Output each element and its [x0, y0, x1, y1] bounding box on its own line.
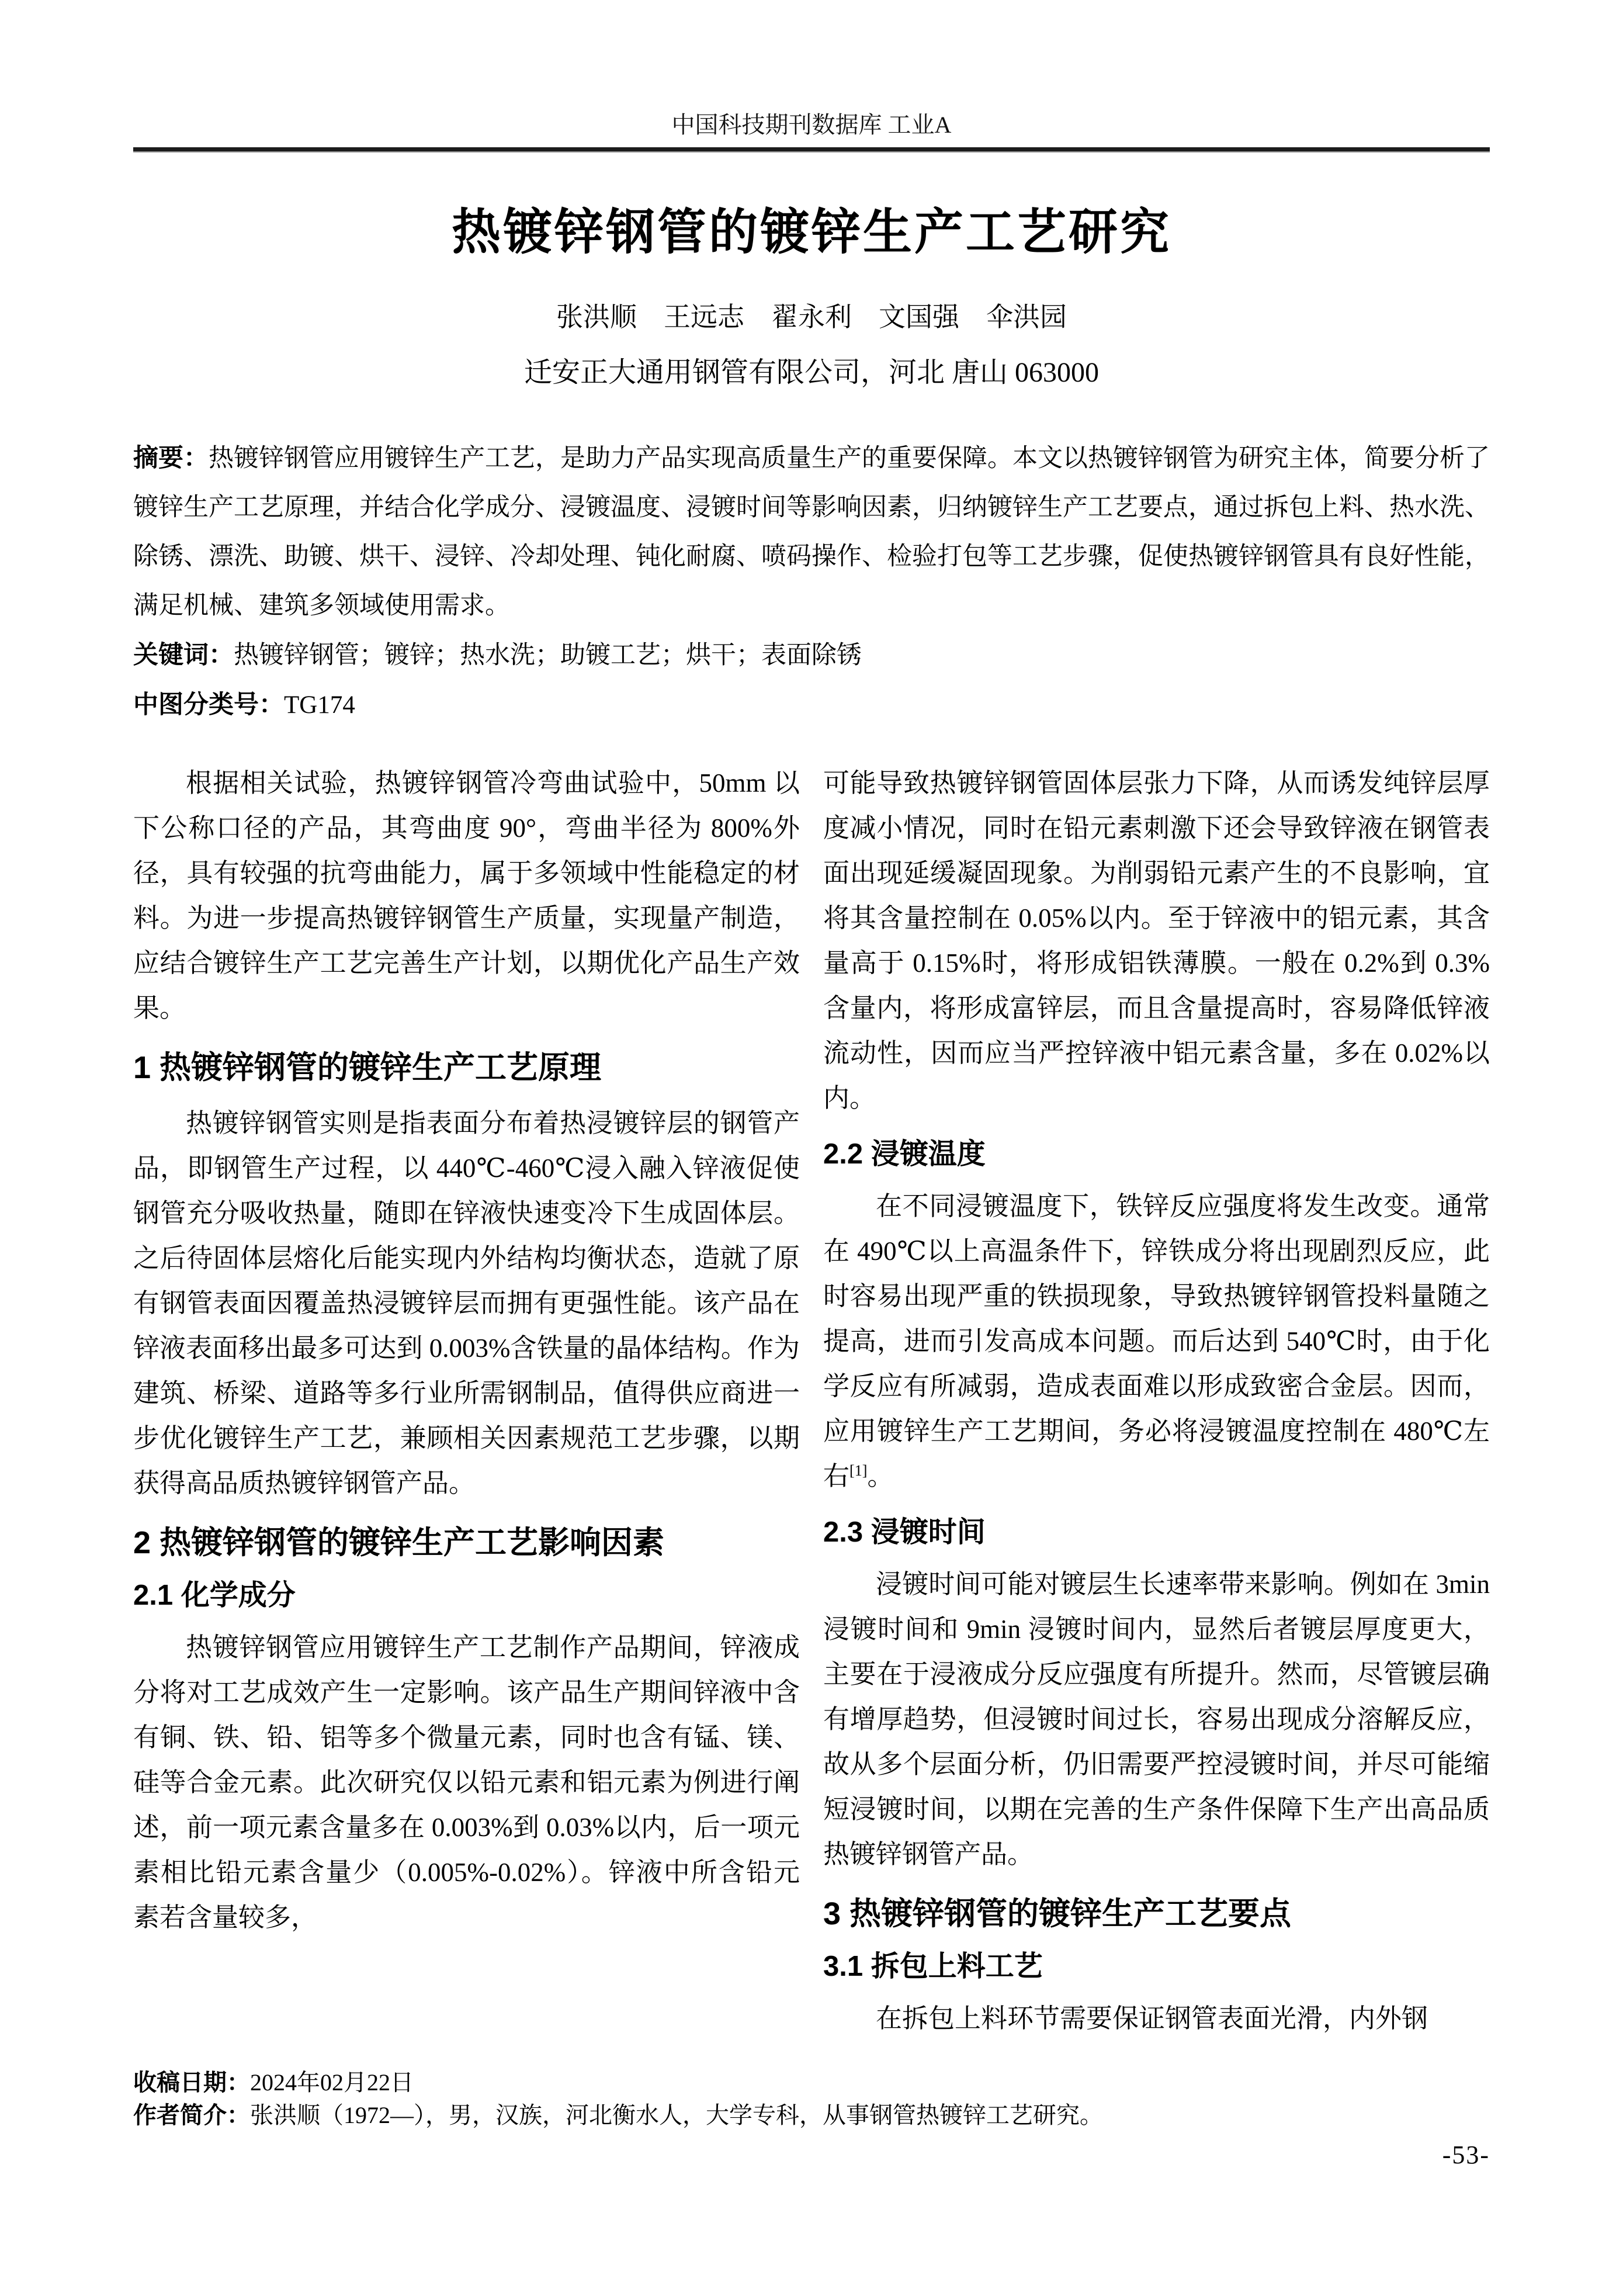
section-1-paragraph: 热镀锌钢管实则是指表面分布着热浸镀锌层的钢管产品，即钢管生产过程，以 440℃-460℃浸入融入锌液促使钢管充分吸收热量，随即在锌液快速变冷下生成固体层。之后待固体层熔化后能实现内外结构均衡状态，造就了原有钢管表面因覆盖热浸镀锌层而拥有更强性能。该产品在锌液表面移出最多可达到 0.003%含铁量的晶体结构。作为建筑、桥梁、道路等多行业所需钢制品，值得供应商进一步优化镀锌生产工艺，兼顾相关因素规范工艺步骤，以期获得高品质热镀锌钢管产品。 — [133, 1109, 800, 1498]
header-divider — [133, 147, 1490, 153]
section-2-2-text: 在不同浸镀温度下，铁锌反应强度将发生改变。通常在 490℃以上高温条件下，锌铁成分将出现剧烈反应，此时容易出现严重的铁损现象，导致热镀锌钢管投料量随之提高，进而引发高成本问题。而后达到 540℃时，由于化学反应有所减弱，造成表面难以形成致密合金层。因而，应用镀锌生产工艺期间，务必将浸镀温度控制在 480℃左右 — [823, 1192, 1490, 1491]
received-date-line — [133, 2066, 1490, 2099]
left-column — [133, 761, 800, 2041]
clc-value: TG174 — [284, 691, 355, 719]
section-3-1-heading: 3.1 拆包上料工艺 — [823, 1951, 1043, 1982]
section-2-2-heading: 2.2 浸镀温度 — [823, 1138, 986, 1170]
paper-title: 热镀锌钢管的镀锌生产工艺研究 — [451, 205, 1171, 259]
received-date-label: 收稿日期： — [133, 2070, 250, 2096]
author-bio-value: 张洪顺（1972—），男，汉族，河北衡水人，大学专科，从事钢管热镀锌工艺研究。 — [250, 2102, 1103, 2128]
clc-label: 中图分类号： — [133, 691, 284, 719]
received-date-value: 2024年02月22日 — [250, 2069, 414, 2096]
right-column — [823, 761, 1490, 2041]
body-columns — [133, 761, 1490, 2041]
author-bio-label: 作者简介： — [133, 2103, 250, 2128]
section-2-3-paragraph: 浸镀时间可能对镀层生长速率带来影响。例如在 3min 浸镀时间和 9min 浸镀时间内，显然后者镀层厚度更大，主要在于浸液成分反应强度有所提升。然而，尽管镀层确有增厚趋势，但浸镀时间过长，容易出现成分溶解反应，故从多个层面分析，仍旧需要严控浸镀时间，并尽可能缩短浸镀时间，以期在完善的生产条件保障下生产出高品质热镀锌钢管产品。 — [823, 1570, 1490, 1869]
abstract-text: 热镀锌钢管应用镀锌生产工艺，是助力产品实现高质量生产的重要保障。本文以热镀锌钢管为研究主体，简要分析了镀锌生产工艺原理，并结合化学成分、浸镀温度、浸镀时间等影响因素，归纳镀锌生产工艺要点，通过拆包上料、热水洗、除锈、漂洗、助镀、烘干、浸锌、冷却处理、钝化耐腐、喷码操作、检验打包等工艺步骤，促使热镀锌钢管具有良好性能，满足机械、建筑多领域使用需求。 — [133, 445, 1490, 619]
section-2-1-paragraph-continued: 可能导致热镀锌钢管固体层张力下降，从而诱发纯锌层厚度减小情况，同时在铅元素刺激下还会导致锌液在钢管表面出现延缓凝固现象。为削弱铅元素产生的不良影响，宜将其含量控制在 0.05%以内。至于锌液中的铝元素，其含量高于 0.15%时，将形成铝铁薄膜。一般在 0.2%到 0.3%含量内，将形成富锌层，而且含量提高时，容易降低锌液流动性，因而应当严控锌液中铝元素含量，多在 0.02%以内。 — [823, 768, 1490, 1113]
section-2-1-heading: 2.1 化学成分 — [133, 1580, 296, 1611]
section-2-2-paragraph — [823, 1184, 1490, 1499]
section-2-3-heading: 2.3 浸镀时间 — [823, 1516, 986, 1548]
journal-header: 中国科技期刊数据库 工业A — [671, 112, 952, 138]
front-matter — [133, 434, 1490, 730]
author-bio-line — [133, 2099, 1490, 2132]
abstract-label: 摘要： — [133, 444, 209, 472]
section-3-1-paragraph: 在拆包上料环节需要保证钢管表面光滑，内外钢 — [876, 2004, 1428, 2033]
keywords — [133, 631, 1490, 680]
clc-number — [133, 680, 1490, 730]
page-number: -53- — [1442, 2141, 1490, 2169]
section-1-heading: 1 热镀锌钢管的镀锌生产工艺原理 — [133, 1050, 602, 1085]
abstract — [133, 434, 1490, 631]
intro-paragraph: 根据相关试验，热镀锌钢管冷弯曲试验中，50mm 以下公称口径的产品，其弯曲度 90°，弯曲半径为 800%外径，具有较强的抗弯曲能力，属于多领域中性能稳定的材料。为进一步提高热镀锌钢管生产质量，实现量产制造，应结合镀锌生产工艺完善生产计划，以期优化产品生产效果。 — [133, 768, 800, 1023]
citation-ref-1: [1] — [849, 1462, 868, 1479]
authors-line: 张洪顺 王远志 翟永利 文国强 伞洪园 — [556, 302, 1067, 332]
keywords-text: 热镀锌钢管；镀锌；热水洗；助镀工艺；烘干；表面除锈 — [234, 642, 862, 669]
section-2-heading: 2 热镀锌钢管的镀锌生产工艺影响因素 — [133, 1525, 665, 1560]
section-2-1-paragraph: 热镀锌钢管应用镀锌生产工艺制作产品期间，锌液成分将对工艺成效产生一定影响。该产品生产期间锌液中含有铜、铁、铅、铝等多个微量元素，同时也含有锰、镁、硅等合金元素。此次研究仅以铅元素和铝元素为例进行阐述，前一项元素含量多在 0.003%到 0.03%以内，后一项元素相比铅元素含量少（0.005%-0.02%）。锌液中所含铅元素若含量较多， — [133, 1633, 800, 1932]
section-3-heading: 3 热镀锌钢管的镀锌生产工艺要点 — [823, 1896, 1292, 1931]
affiliation-line: 迁安正大通用钢管有限公司，河北 唐山 063000 — [523, 357, 1099, 388]
keywords-label: 关键词： — [133, 641, 234, 669]
section-2-2-text-end: 。 — [867, 1462, 894, 1491]
footnote-block — [133, 2066, 1490, 2132]
